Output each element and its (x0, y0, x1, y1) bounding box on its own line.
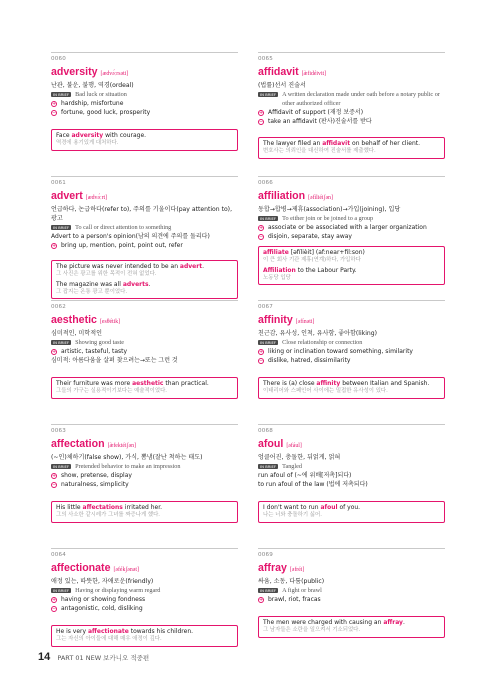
example-sentence: I don't want to run afoul of you. (263, 504, 361, 511)
example-box (51, 501, 238, 523)
definition: Pretended behavior to make an impression (75, 463, 181, 470)
synonyms: hardship, misfortune (61, 100, 124, 107)
korean-meaning: 난관, 불운, 불행, 역경(ordeal) (51, 82, 134, 89)
entry-affinity (258, 300, 445, 424)
definition: A written declaration made under oath before a notary public or other authorized officer (282, 91, 440, 107)
pronunciation: [əfékʃənət] (113, 567, 139, 573)
entry-number: 0060 (51, 56, 67, 62)
korean-meaning: (~인)체하기(false show), 가식, 뽐냄(잘난 척하는 태도) (51, 454, 203, 461)
example-translation: 그들의 가구는 실용적이기보다는 예술적이었다. (56, 388, 168, 394)
antonym-minus-icon: − (52, 481, 57, 488)
in-brief-tag: IN BRIEF (260, 464, 277, 469)
synonyms: having or showing fondness (61, 596, 146, 603)
antonym-minus-icon: − (52, 109, 57, 116)
entry-affiliation (258, 176, 445, 300)
right-column (258, 52, 445, 672)
synonym-plus-icon: + (52, 472, 57, 479)
entry-number: 0063 (51, 428, 67, 434)
synonym-plus-icon: + (52, 100, 57, 107)
in-brief-tag: IN BRIEF (53, 588, 70, 593)
antonyms: fortune, good luck, prosperity (61, 109, 151, 116)
korean-meaning: 동합→합병→제휴(association)→가입(joining), 입당 (258, 206, 401, 213)
synonym-plus-icon: + (52, 242, 57, 249)
synonyms: liking or inclination toward something, similarity (268, 348, 413, 355)
antonym-minus-icon: − (259, 233, 264, 240)
in-brief-tag: IN BRIEF (260, 216, 277, 221)
korean-meaning: 엉클어진, 충돌한, 뒤얽게, 얽혀 (258, 454, 341, 461)
example-translation: 변호사는 의뢰인을 대신하여 진술서를 제출했다. (263, 148, 376, 154)
entry-affectation (51, 424, 238, 548)
pronunciation: [ædvə́ːrsəti] (100, 71, 129, 77)
example-translation: 이 큰 회사 기관 제휴(연계)하다, 가입하다 (263, 257, 361, 263)
headword: affidavit (258, 66, 299, 78)
synonyms: bring up, mention, point, point out, refer (61, 242, 183, 249)
example-sentence: The magazine was all adverts. (56, 280, 151, 288)
example-translation: 노동당 입당 (263, 274, 291, 281)
headword: afoul (258, 438, 284, 450)
example-translation: 나는 너와 충돌하기 싫어. (263, 512, 322, 518)
antonym-minus-icon: − (52, 605, 57, 612)
pronunciation: [ædvə́ːrt] (85, 195, 108, 201)
in-brief-tag: IN BRIEF (53, 340, 70, 345)
synonym-plus-icon: + (259, 224, 264, 231)
headword: affectionate (51, 562, 111, 574)
synonym-plus-icon: + (52, 596, 57, 603)
example-translation: 그 잡지는 온통 광고 뿐이었다. (56, 288, 128, 295)
synonym-plus-icon: + (259, 348, 264, 355)
pronunciation: [əfìliéiʃən] (308, 195, 333, 201)
usage-note: 심미적: 아름다움을 살펴 찾으려는→또는 그런 것 (51, 357, 178, 364)
example-box (51, 377, 238, 399)
pronunciation: [æ̀fektéiʃən] (107, 443, 136, 449)
antonym-minus-icon: − (259, 118, 264, 125)
headword: affectation (51, 438, 105, 450)
synonyms: Affidavit of support (재정 보증서) (268, 109, 364, 116)
in-brief-tag: IN BRIEF (260, 588, 277, 593)
synonyms: associate or be associated with a larger organization (268, 224, 427, 231)
entry-affray (258, 548, 445, 672)
part-label: PART 01 (57, 654, 84, 662)
definition: To call or direct attention to something (75, 224, 172, 231)
korean-meaning: 친근감, 유사성, 인척, 유사함, 좋아함(liking) (258, 330, 378, 337)
definition: A fight or brawl (282, 587, 322, 594)
headword: affray (258, 562, 287, 574)
entry-number: 0069 (258, 552, 274, 558)
example-box (258, 137, 445, 159)
usage-note: run afoul of (~에 위배[저촉]되다) (258, 472, 352, 479)
book-title: NEW 보카니오 적중편 (85, 654, 150, 662)
example-sentence: The lawyer filed an affidavit on behalf of her client. (263, 140, 421, 147)
entry-number: 0065 (258, 56, 274, 62)
korean-meaning: 애정 있는, 따뜻한, 자애로운(friendly) (51, 578, 154, 585)
usage-note: to run afoul of the law (법에 저촉되다) (258, 481, 368, 488)
entry-afoul (258, 424, 445, 548)
pronunciation: [æ̀fidéivit] (301, 71, 327, 77)
example-translation: 그는 자신의 아이들에 대해 매우 애정이 깊다. (56, 636, 162, 642)
definition: To either join or be joined to a group (282, 215, 374, 222)
antonym-minus-icon: − (259, 357, 264, 364)
headword: adversity (51, 66, 98, 78)
in-brief-tag: IN BRIEF (53, 225, 70, 230)
example-translation: 그의 사소한 같시레가 그녀를 짜증나게 했다. (56, 512, 161, 518)
antonyms: disjoin, separate, stay away (268, 233, 352, 240)
entry-number: 0067 (258, 304, 274, 310)
example-sentence: The picture was never intended to be an advert. (56, 263, 204, 270)
example-box (51, 625, 238, 647)
synonym-plus-icon: + (259, 596, 264, 603)
synonyms: brawl, riot, fracas (268, 596, 321, 603)
headword: affiliation (258, 190, 306, 202)
definition: Close relationship or connection (282, 339, 363, 346)
example-translation: 그 남자들은 소란을 일으켜서 기소되었다. (263, 627, 361, 633)
example-sentence: Affiliation to the Labour Party. (263, 266, 357, 274)
entry-adversity (51, 52, 238, 176)
example-sentence: affiliate [əfílièit] (af:near+fil:son) (263, 249, 365, 256)
entry-number: 0062 (51, 304, 67, 310)
antonyms: take an affidavit (판사)진술서를 받다 (268, 118, 372, 125)
synonyms: show, pretense, display (61, 472, 132, 479)
example-box (258, 377, 445, 399)
example-box (51, 260, 238, 299)
example-box (258, 501, 445, 523)
korean-meaning: 언급하다, 논급하다(refer to), 주의를 기울이다(pay attention to), 광고 (51, 206, 233, 222)
example-translation: 이태리어와 스페인어 사이에는 밀접한 유사성이 있다. (263, 388, 388, 394)
definition: Bad luck or situation (75, 91, 127, 98)
korean-meaning: (법률)선서 진술서 (258, 82, 306, 89)
pronunciation: [əfául] (286, 443, 302, 449)
pronunciation: [esθétik] (99, 319, 121, 325)
example-box (258, 616, 445, 638)
headword: advert (51, 190, 83, 202)
page-number: 14 (38, 651, 51, 663)
example-box (258, 246, 445, 285)
example-sentence: Face adversity with courage. (56, 132, 147, 139)
entry-aesthetic (51, 300, 238, 424)
pronunciation: [əfréi] (289, 567, 305, 573)
usage-note: Advert to a person's opinion(남의 의견에 주의를 돌리다) (51, 233, 210, 240)
antonyms: antagonistic, cold, disliking (61, 605, 143, 612)
example-translation: 그 사진은 광고를 위한 목적이 전혀 없었다. (56, 271, 157, 277)
entry-number: 0064 (51, 552, 67, 558)
definition: Tangled (282, 463, 302, 470)
korean-meaning: 심미적인, 미학적인 (51, 330, 102, 337)
synonyms: artistic, tasteful, tasty (61, 348, 128, 355)
headword: aesthetic (51, 314, 97, 326)
synonym-plus-icon: + (52, 348, 57, 355)
example-sentence: His little affectations irritated her. (56, 504, 163, 511)
in-brief-tag: IN BRIEF (53, 92, 70, 97)
example-box (51, 129, 238, 151)
antonyms: naturalness, simplicity (61, 481, 129, 488)
page-footer (38, 651, 149, 663)
definition: Having or displaying warm regard (75, 587, 161, 594)
example-sentence: Their furniture was more aesthetic than practical. (56, 380, 209, 387)
entry-advert (51, 176, 238, 300)
antonyms: dislike, hatred, dissimilarity (268, 357, 351, 364)
example-sentence: There is (a) close affinity between Italian and Spanish. (263, 380, 430, 387)
left-column (51, 52, 238, 672)
example-translation: 역경에 용기있게 대처하다. (56, 140, 119, 146)
in-brief-tag: IN BRIEF (260, 92, 277, 97)
synonym-plus-icon: + (259, 109, 264, 116)
example-sentence: The men were charged with causing an affray. (263, 619, 405, 626)
pronunciation: [əfínəti] (295, 319, 315, 325)
example-sentence: He is very affectionate towards his children. (56, 628, 194, 635)
entry-number: 0068 (258, 428, 274, 434)
headword: affinity (258, 314, 293, 326)
entry-number: 0066 (258, 180, 274, 186)
entry-affidavit (258, 52, 445, 176)
definition: Showing good taste (75, 339, 124, 346)
entry-number: 0061 (51, 180, 67, 186)
in-brief-tag: IN BRIEF (260, 340, 277, 345)
in-brief-tag: IN BRIEF (53, 464, 70, 469)
korean-meaning: 싸움, 소동, 다툼(public) (258, 578, 325, 585)
